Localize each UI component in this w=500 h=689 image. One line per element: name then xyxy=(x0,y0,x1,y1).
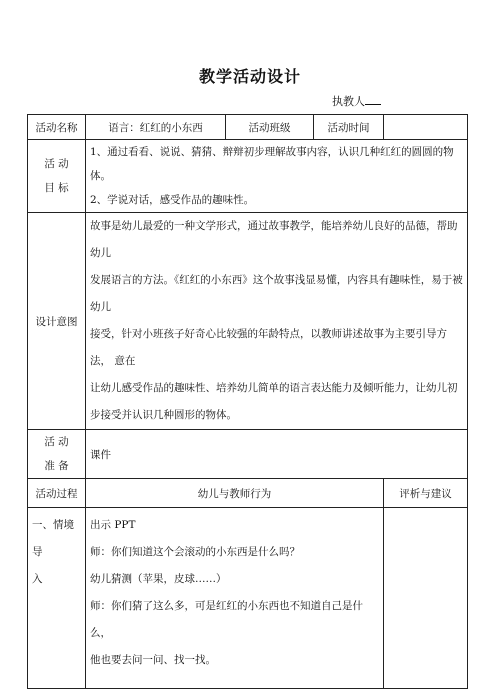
intent-line-5: 步接受并认识几种圆形的物体。 xyxy=(90,409,237,421)
process-comment xyxy=(384,508,468,689)
goals-label-bottom: 目 标 xyxy=(44,182,69,194)
process-line-1: 出示 PPT xyxy=(90,519,136,531)
intent-line-1: 故事是幼儿最爱的一种文学形式，通过故事教学，能培养幼儿良好的品德，帮助幼儿 xyxy=(90,220,458,259)
process-behavior xyxy=(86,508,384,689)
process-step-label xyxy=(28,508,86,689)
process-step-label-line1: 一、情境导 xyxy=(32,519,74,558)
author-line xyxy=(332,93,381,109)
process-header-step: 活动过程 xyxy=(28,479,86,508)
intent-content xyxy=(86,213,468,430)
goals-row xyxy=(28,140,468,213)
activity-time-label: 活动时间 xyxy=(314,115,384,140)
prep-label-bottom: 准 备 xyxy=(44,460,69,472)
process-header-row xyxy=(28,479,468,508)
goals-content xyxy=(86,140,468,213)
process-line-3: 幼儿猜测（苹果，皮球……） xyxy=(90,573,227,585)
process-line-5: 他也要去问一问、找一找。 xyxy=(90,654,216,666)
intent-line-4: 让幼儿感受作品的趣味性、培养幼儿简单的语言表达能力及倾听能力，让幼儿初 xyxy=(90,382,458,394)
goal-item-2: 2、学说对话，感受作品的趣味性。 xyxy=(90,194,255,206)
activity-name-label: 活动名称 xyxy=(28,115,86,140)
intent-row xyxy=(28,213,468,430)
prep-row xyxy=(28,430,468,479)
info-row xyxy=(28,115,468,140)
activity-name-value: 语言：红红的小东西 xyxy=(86,115,226,140)
prep-content: 课件 xyxy=(86,430,468,479)
intent-line-2: 发展语言的方法。《红红的小东西》这个故事浅显易懂，内容具有趣味性，易于被幼儿 xyxy=(90,274,463,313)
process-line-2: 师：你们知道这个会滚动的小东西是什么吗？ xyxy=(90,546,300,558)
process-step-label-line2: 入 xyxy=(32,573,43,585)
goals-label xyxy=(28,140,86,213)
intent-label: 设计意图 xyxy=(28,213,86,430)
process-line-4: 师：你们猜了这么多，可是红红的小东西也不知道自己是什么， xyxy=(90,600,363,639)
activity-class-label: 活动班级 xyxy=(226,115,314,140)
activity-time-value xyxy=(384,115,468,140)
author-label: 执教人 xyxy=(332,95,365,108)
author-blank xyxy=(365,94,381,105)
prep-label xyxy=(28,430,86,479)
process-header-comment: 评析与建议 xyxy=(384,479,468,508)
process-header-behavior: 幼儿与教师行为 xyxy=(86,479,384,508)
prep-label-top: 活 动 xyxy=(44,436,69,448)
intent-line-3: 接受，针对小班孩子好奇心比较强的年龄特点，以教师讲述故事为主要引导方法， 意在 xyxy=(90,328,447,367)
page-title: 教学活动设计 xyxy=(198,67,301,86)
process-row xyxy=(28,508,468,689)
goals-label-top: 活 动 xyxy=(44,158,69,170)
goal-item-1: 1、通过看看、说说、猜猜、辩辩初步理解故事内容，认识几种红红的圆圆的物体。 xyxy=(90,146,454,182)
lesson-plan-table xyxy=(27,114,468,689)
